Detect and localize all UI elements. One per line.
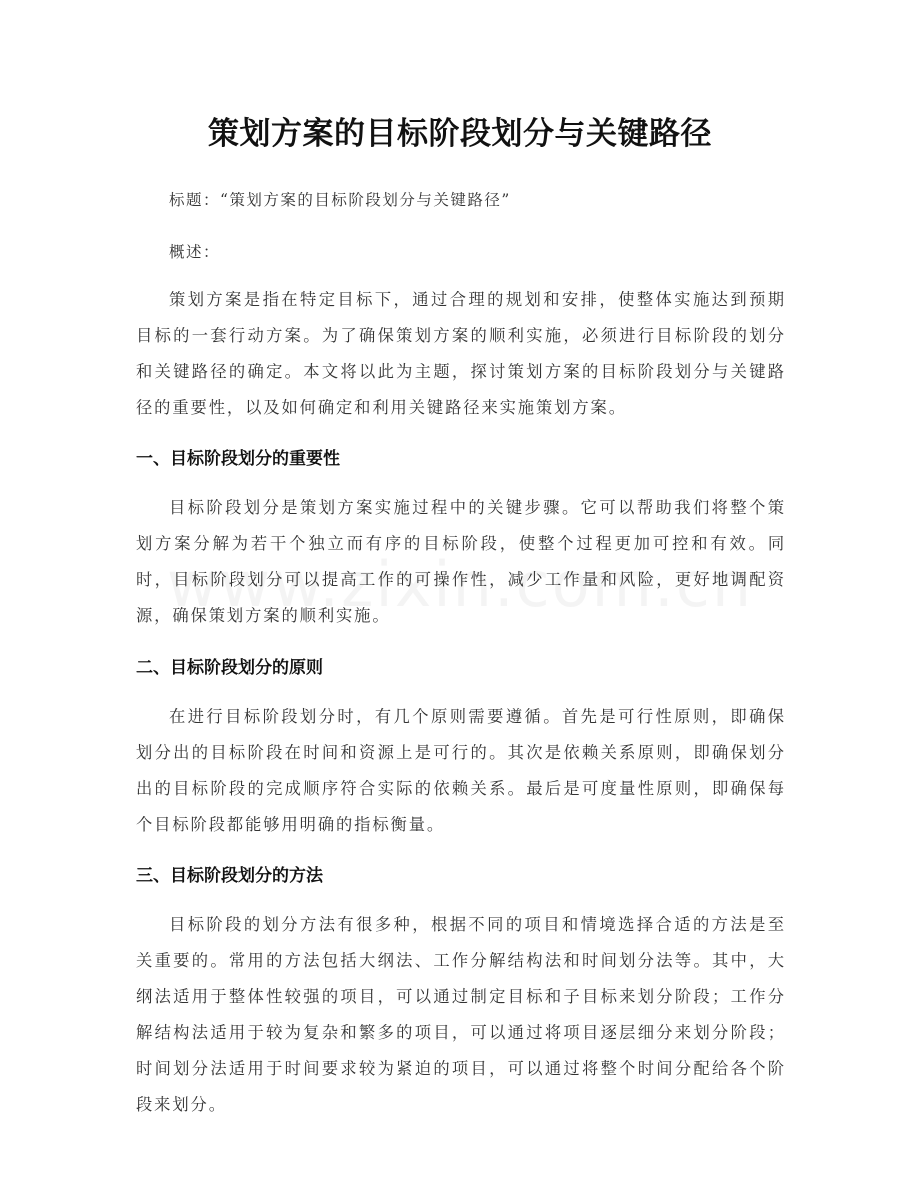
section-heading-3: 三、目标阶段划分的方法 xyxy=(136,866,323,886)
section-paragraph-2: 在进行目标阶段划分时，有几个原则需要遵循。首先是可行性原则，即确保划分出的目标阶段在时间和资源上是可行的。其次是依赖关系原则，即确保划分出的目标阶段的完成顺序符合实际的依赖关系。最后是可度量性原则，即确保每个目标阶段都能够用明确的指标衡量。 xyxy=(136,707,786,834)
intro-paragraph: 策划方案是指在特定目标下，通过合理的规划和安排，使整体实施达到预期目标的一套行动方案。为了确保策划方案的顺利实施，必须进行目标阶段的划分和关键路径的确定。本文将以此为主题，探讨策划方案的目标阶段划分与关键路径的重要性，以及如何确定和利用关键路径来实施策划方案。 xyxy=(136,290,786,417)
section-heading-2: 二、目标阶段划分的原则 xyxy=(136,658,323,678)
section-paragraph-3: 目标阶段的划分方法有很多种，根据不同的项目和情境选择合适的方法是至关重要的。常用的方法包括大纲法、工作分解结构法和时间划分法等。其中，大纲法适用于整体性较强的项目，可以通过制定目标和子目标来划分阶段；工作分解结构法适用于较为复杂和繁多的项目，可以通过将项目逐层细分来划分阶段；时间划分法适用于时间要求较为紧迫的项目，可以通过将整个时间分配给各个阶段来划分。 xyxy=(136,915,786,1114)
section-heading-1: 一、目标阶段划分的重要性 xyxy=(136,449,340,469)
section-paragraph-1: 目标阶段划分是策划方案实施过程中的关键步骤。它可以帮助我们将整个策划方案分解为若干个独立而有序的目标阶段，使整个过程更加可控和有效。同时，目标阶段划分可以提高工作的可操作性，减少工作量和风险，更好地调配资源，确保策划方案的顺利实施。 xyxy=(136,498,786,625)
overview-label: 概述： xyxy=(169,243,221,261)
document-title: 策划方案的目标阶段划分与关键路径 xyxy=(208,116,712,152)
subtitle-line: 标题：“策划方案的目标阶段划分与关键路径” xyxy=(169,191,511,209)
